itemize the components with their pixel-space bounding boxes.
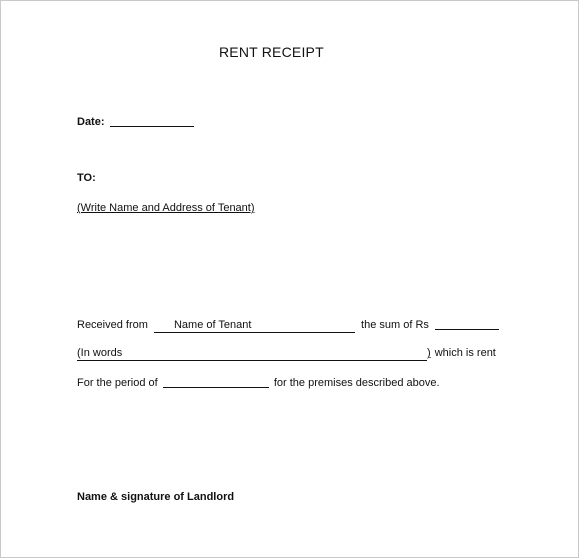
to-label: TO: [77, 172, 96, 184]
landlord-signature-label: Name & signature of Landlord [77, 491, 235, 503]
date-row [77, 115, 194, 128]
which-is-rent-text: which is rent [434, 347, 496, 359]
tenant-name-placeholder: Name of Tenant [173, 319, 252, 331]
period-blank[interactable] [163, 376, 269, 388]
period-row [77, 376, 440, 389]
tenant-address-placeholder: (Write Name and Address of Tenant) [77, 202, 255, 214]
period-label: For the period of [77, 377, 158, 389]
sum-label: the sum of Rs [361, 319, 429, 331]
received-from-label: Received from [77, 319, 148, 331]
tenant-name-field[interactable] [154, 320, 355, 333]
in-words-close: ) [427, 347, 431, 359]
receipt-title: RENT RECEIPT [219, 44, 324, 60]
received-from-row [77, 318, 499, 333]
premises-text: for the premises described above. [273, 377, 440, 389]
in-words-row [77, 347, 496, 361]
amount-blank[interactable] [435, 318, 499, 330]
date-label: Date: [77, 116, 105, 128]
date-blank[interactable] [110, 115, 194, 127]
amount-in-words-field[interactable] [77, 348, 427, 361]
in-words-label: (In words [77, 347, 123, 359]
